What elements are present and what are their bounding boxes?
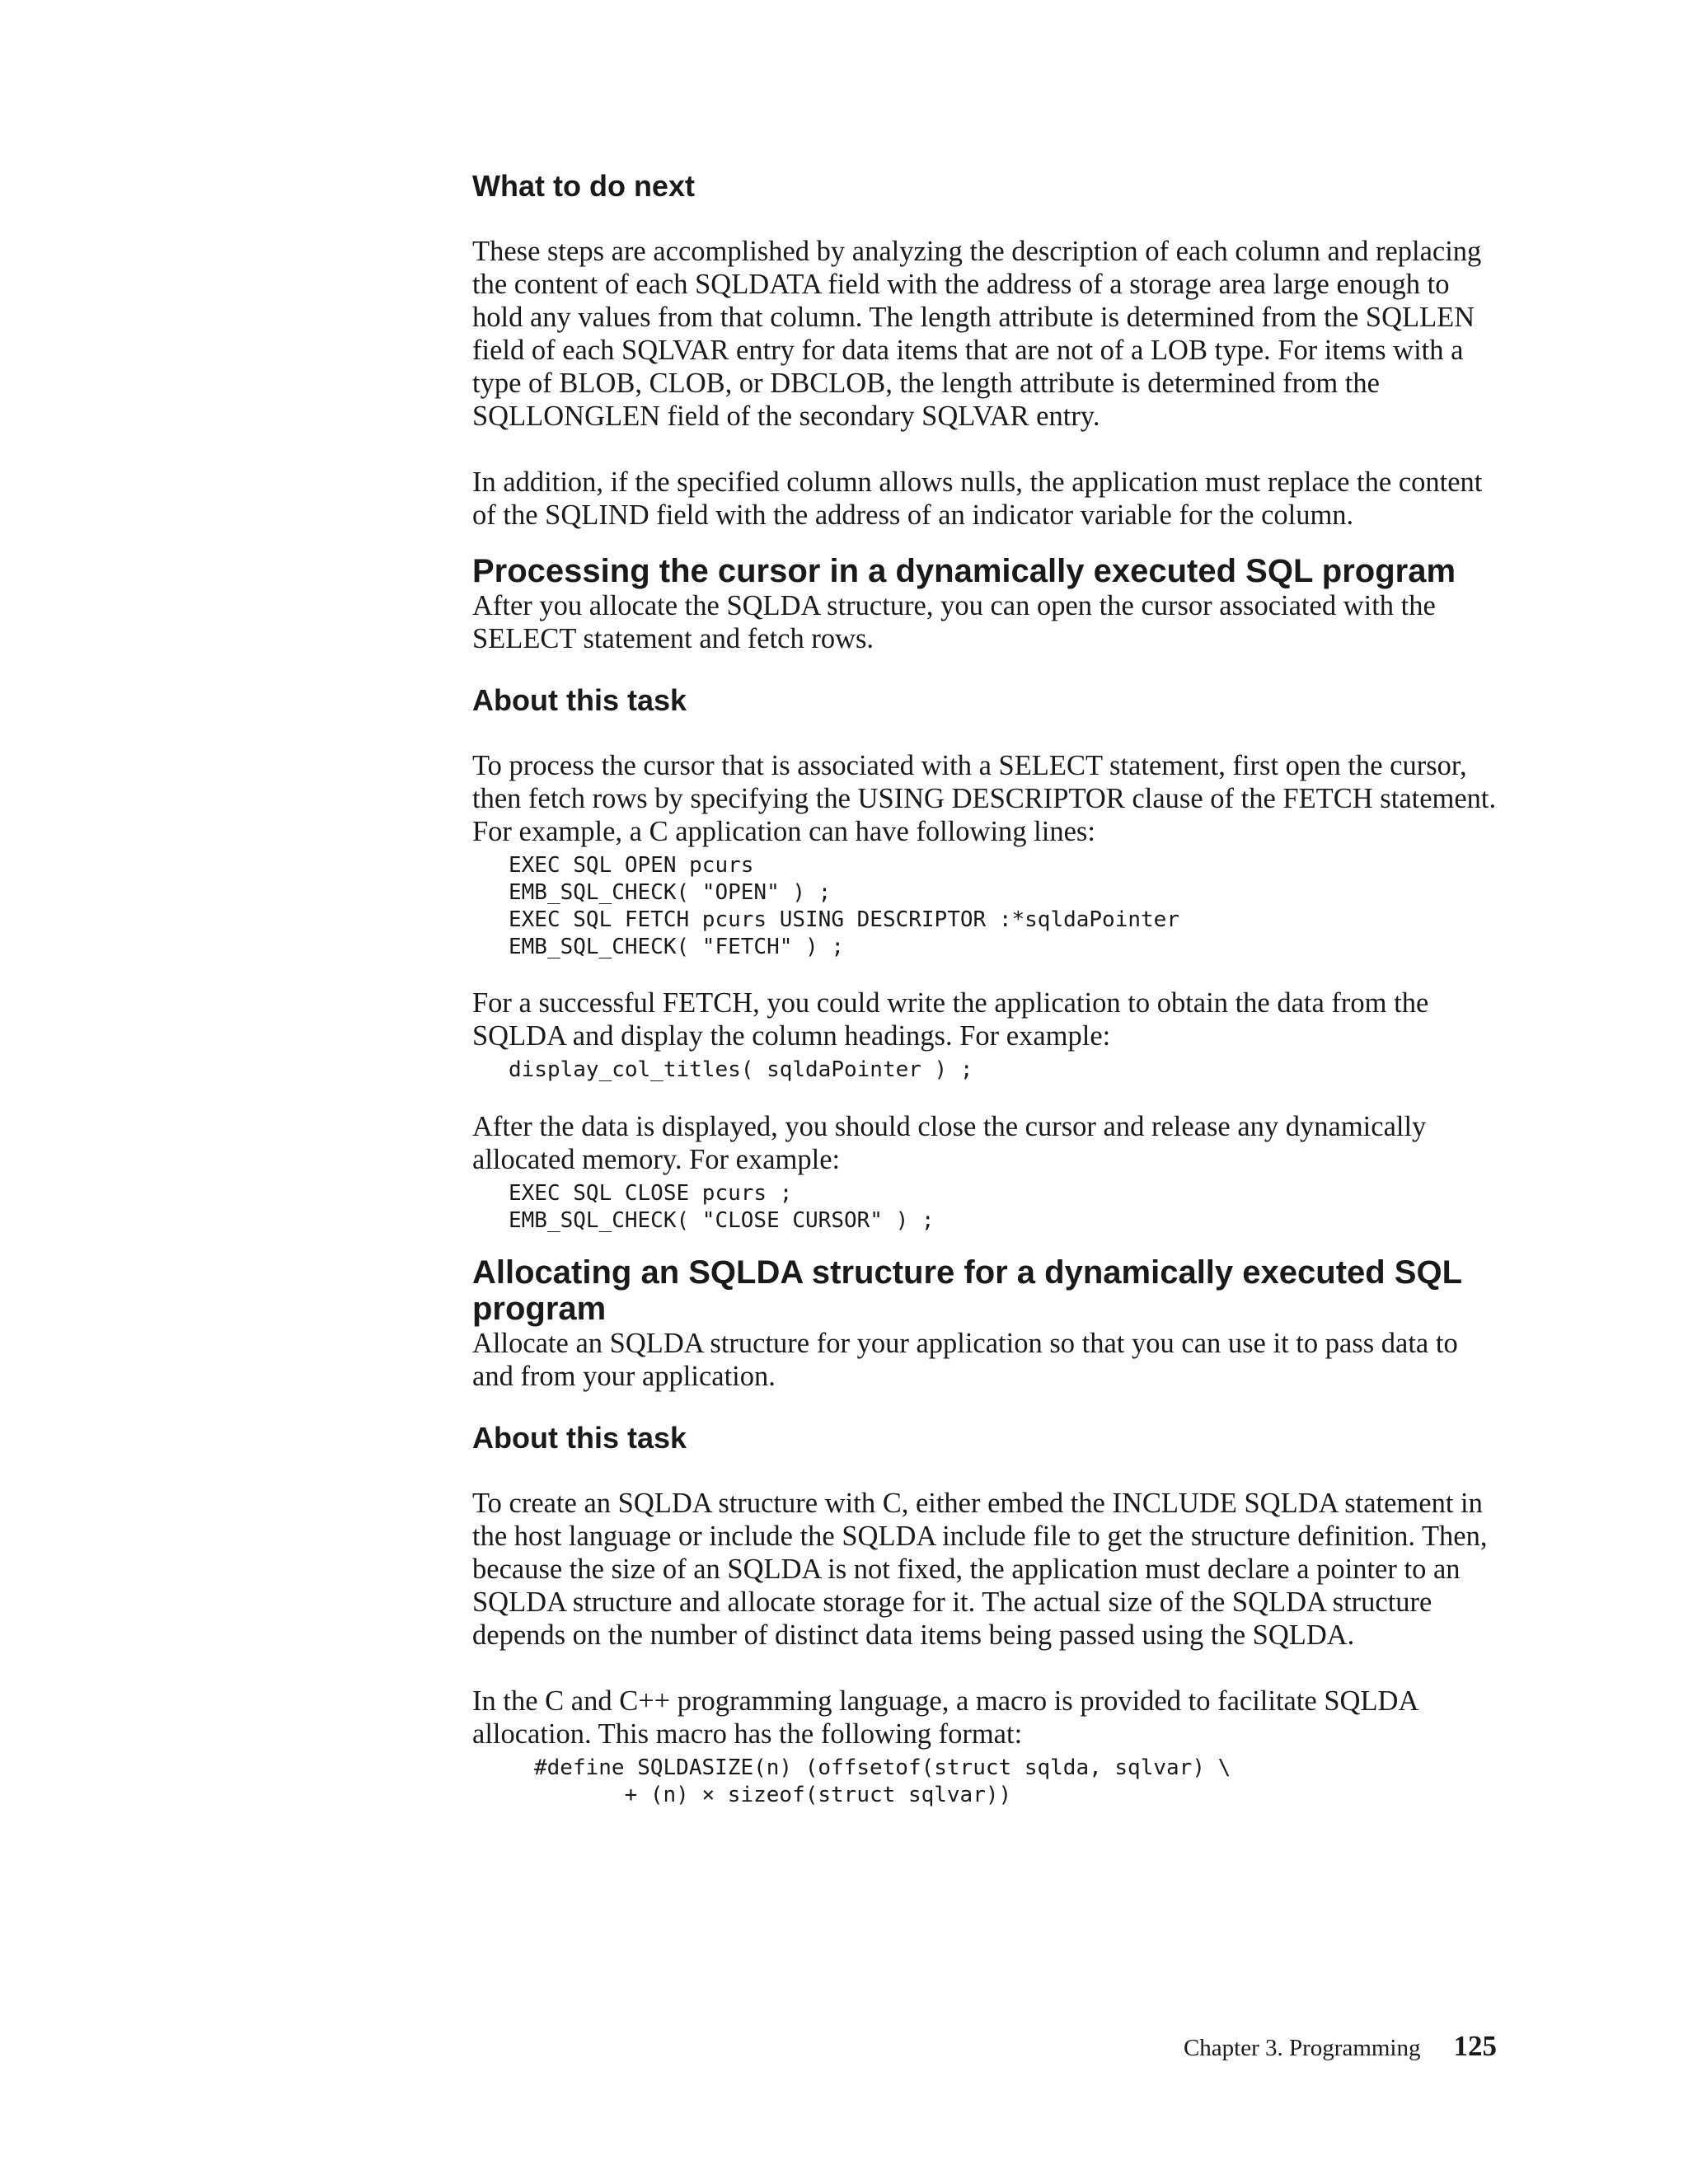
paragraph-processing-intro: After you allocate the SQLDA structure, you can open the cursor associated with the SELECT statement and fetch rows. xyxy=(472,590,1436,654)
paragraph-null-indicator: In addition, if the specified column allows nulls, the application must replace the content of the SQLIND field with the address of an indicator variable for the column. xyxy=(472,466,1483,531)
section-heading-what-to-do-next: What to do next xyxy=(472,169,695,203)
paragraph-sqldasize-macro: In the C and C++ programming language, a macro is provided to facilitate SQLDA allocation. This macro has the following format: xyxy=(472,1685,1418,1750)
paragraph-process-cursor: To process the cursor that is associated with a SELECT statement, first open the cursor, then fetch rows by specifying the USING DESCRIPTOR clause of the FETCH statement. For example, a C application can have following lines: xyxy=(472,750,1497,847)
section-heading-processing-cursor: Processing the cursor in a dynamically executed SQL program xyxy=(472,553,1456,589)
paragraph-successful-fetch: For a successful FETCH, you could write the application to obtain the data from the SQLDA and display the column headings. For example: xyxy=(472,987,1429,1052)
section-heading-allocating-sqlda: Allocating an SQLDA structure for a dynamically executed SQL program xyxy=(472,1254,1462,1327)
subheading-about-this-task-2: About this task xyxy=(472,1421,687,1455)
page-number: 125 xyxy=(1453,2030,1497,2062)
footer-chapter-title: Chapter 3. Programming xyxy=(1183,2035,1421,2061)
subheading-about-this-task-1: About this task xyxy=(472,683,687,717)
code-open-fetch: EXEC SQL OPEN pcurs EMB_SQL_CHECK( "OPEN" ) ; EXEC SQL FETCH pcurs USING DESCRIPTOR :*sqldaPointer EMB_SQL_CHECK( "FETCH" ) ; xyxy=(509,853,1179,959)
code-display-titles: display_col_titles( sqldaPointer ) ; xyxy=(509,1057,973,1082)
paragraph-close-cursor: After the data is displayed, you should close the cursor and release any dynamically allocated memory. For example: xyxy=(472,1111,1427,1175)
paragraph-analyzing-columns: These steps are accomplished by analyzing the description of each column and replacing the content of each SQLDATA field with the address of a storage area large enough to hold any values from that column. The length attribute is determined from the SQLLEN field of each SQLVAR entry for data items that are not of a LOB type. For items with a type of BLOB, CLOB, or DBCLOB, the length attribute is determined from the SQLLONGLEN field of the secondary SQLVAR entry. xyxy=(472,236,1482,432)
paragraph-create-sqlda: To create an SQLDA structure with C, either embed the INCLUDE SQLDA statement in the host language or include the SQLDA include file to get the structure definition. Then, because the size of an SQLDA is not fixed, the application must declare a pointer to an SQLDA structure and allocate storage for it. The actual size of the SQLDA structure depends on the number of distinct data items being passed using the SQLDA. xyxy=(472,1488,1488,1651)
page-content xyxy=(472,168,1503,1809)
paragraph-allocating-intro: Allocate an SQLDA structure for your application so that you can use it to pass data to and from your application. xyxy=(472,1328,1458,1392)
code-close-cursor: EXEC SQL CLOSE pcurs ; EMB_SQL_CHECK( "CLOSE CURSOR" ) ; xyxy=(509,1181,935,1233)
page-footer xyxy=(1184,2030,1497,2063)
code-sqldasize-define: #define SQLDASIZE(n) (offsetof(struct sqlda, sqlvar) \ + (n) × sizeof(struct sqlvar)) xyxy=(534,1755,1231,1807)
